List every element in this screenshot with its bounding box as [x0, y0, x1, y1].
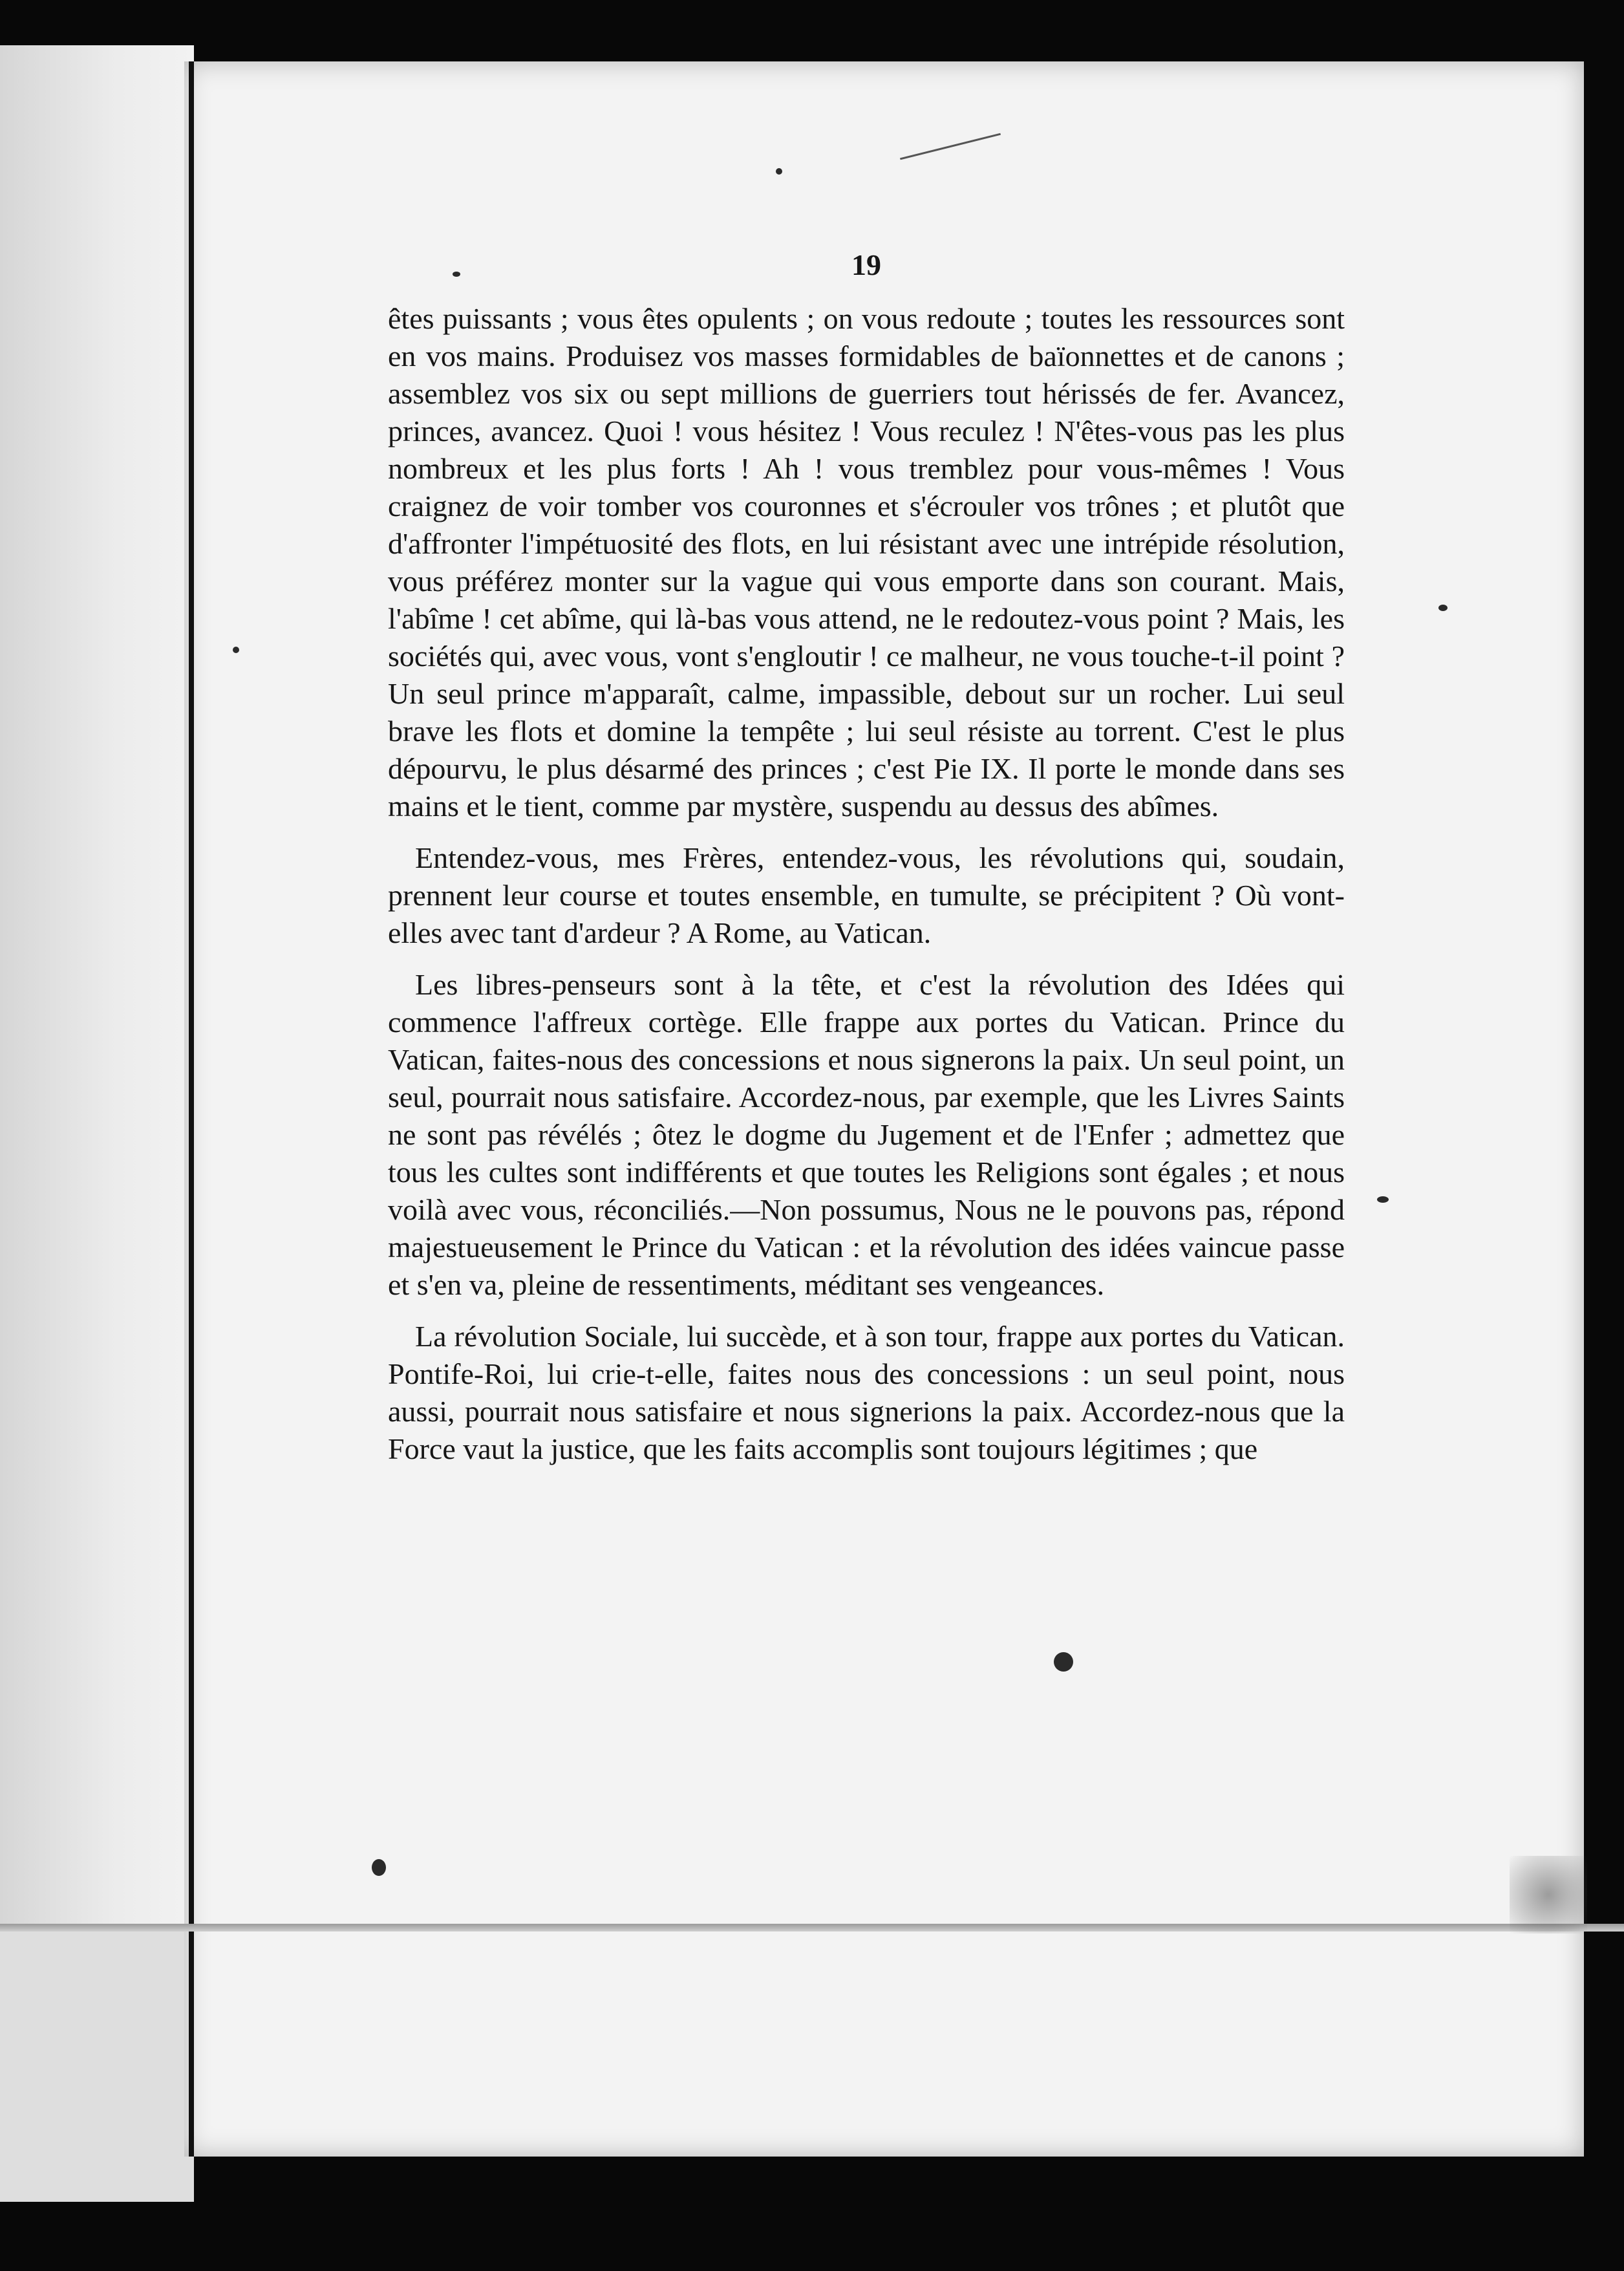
- ink-speck: [372, 1859, 386, 1876]
- paragraph-3: Les libres-penseurs sont à la tête, et c'est la révolution des Idées qui commence l'affreux cortège. Elle frappe aux portes du Vatican. Prince du Vatican, faites-nous des concessions et nous signerons la paix. Un seul point, un seul, pourrait nous satisfaire. Accordez-nous, par exemple, que les Livres Saints ne sont pas révélés ; ôtez le dogme du Jugement et de l'Enfer ; admettez que tous les cultes sont indifférents et que toutes les Religions sont égales ; et nous voilà avec vous, réconciliés.—Non possumus, Nous ne le pouvons pas, répond majestueusement le Prince du Vatican : et la révolution des idées vaincue passe et s'en va, pleine de ressentiments, méditant ses vengeances.: [388, 968, 1345, 1301]
- facing-page-edge: [0, 45, 194, 2018]
- page-gutter: [189, 61, 194, 2157]
- scan-bottom-edge: [0, 1924, 1624, 1932]
- paragraph-2: Entendez-vous, mes Frères, entendez-vous, les révolutions qui, soudain, prennent leur course et toutes ensemble, en tumulte, se précipitent ? Où vont-elles avec tant d'ardeur ? A Rome, au Vatican.: [388, 841, 1345, 949]
- paragraph-1: êtes puissants ; vous êtes opulents ; on vous redoute ; toutes les ressources sont en vos mains. Produisez vos masses formidables de baïonnettes et de canons ; assemblez vos six ou sept millions de guerriers tout hérissés de fer. Avancez, princes, avancez. Quoi ! vous hésitez ! Vous reculez ! N'êtes-vous pas les plus nombreux et les plus forts ! Ah ! vous tremblez pour vous-mêmes ! Vous craignez de voir tomber vos couronnes et s'écrouler vos trônes ; et plutôt que d'affronter l'impétuosité des flots, en lui résistant avec une intrépide résolution, vous préférez monter sur la vague qui vous emporte dans son courant. Mais, l'abîme ! cet abîme, qui là-bas vous attend, ne le redoutez-vous point ? Mais, les sociétés qui, avec vous, vont s'engloutir ! ce malheur, ne vous touche-t-il point ? Un seul prince m'apparaît, calme, impassible, debout sur un rocher. Lui seul brave les flots et domine la tempête ; lui seul résiste au torrent. C'est le plus dépourvu, le plus désarmé des princes ; c'est Pie IX. Il porte le monde dans ses mains et le tient, comme par mystère, suspendu au dessus des abîmes.: [388, 302, 1345, 823]
- corner-smudge: [1510, 1856, 1587, 1933]
- page-text: [388, 246, 1345, 1482]
- ink-speck: [1377, 1196, 1389, 1203]
- facing-page-edge-lower: [0, 1930, 194, 2202]
- ink-speck: [1054, 1652, 1073, 1672]
- page-number: 19: [851, 248, 881, 281]
- ink-speck: [1438, 605, 1448, 611]
- paragraph-4: La révolution Sociale, lui succède, et à son tour, frappe aux portes du Vatican. Pontife-Roi, lui crie-t-elle, faites nous des concessions : un seul point, nous aussi, pourrait nous satisfaire et nous signerions la paix. Accordez-nous que la Force vaut la justice, que les faits accomplis sont toujours légitimes ; que: [388, 1320, 1345, 1465]
- ink-speck: [776, 168, 782, 175]
- ink-speck: [233, 647, 239, 653]
